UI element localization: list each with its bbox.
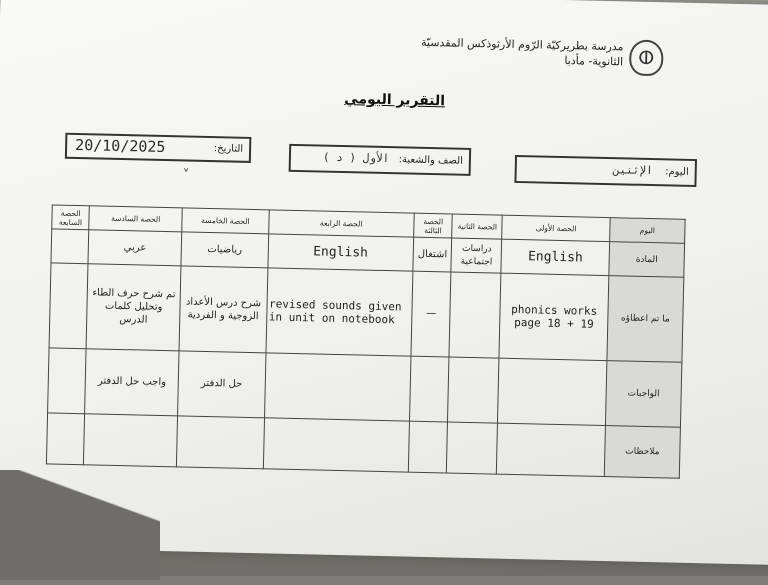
day-label: اليوم: [665, 166, 689, 178]
table-cell [498, 358, 607, 426]
table-cell: عربي [88, 230, 182, 266]
period-header: الحصة السابعة [52, 205, 90, 230]
table-cell [49, 263, 88, 348]
table-cell [447, 422, 498, 474]
row-label: ملاحظات [604, 426, 680, 478]
table-cell: phonics works page 18 + 19 [499, 273, 609, 360]
date-value: 20/10/2025 [74, 135, 166, 157]
row-label: ما تم اعطاؤه [607, 276, 684, 362]
table-cell [448, 357, 499, 424]
period-header: الحصة الخامسة [182, 208, 269, 234]
row-label: الواجبات [605, 360, 681, 427]
school-location: الثانوية- مأدبا [564, 54, 624, 69]
table-cell: English [501, 239, 609, 275]
table-cell: اشتغال [413, 237, 452, 272]
table-cell [177, 416, 264, 469]
period-header: الحصة الثالثة [414, 213, 453, 238]
table-cell [48, 348, 87, 414]
table-cell: — [411, 271, 451, 356]
table-row [49, 263, 684, 362]
table-cell: دراسات اجتماعية [451, 238, 502, 273]
day-box [514, 155, 697, 187]
table-cell: revised sounds given in unit on notebook [266, 268, 413, 356]
day-value: الإثنين [612, 163, 653, 178]
table-cell [264, 353, 411, 422]
table-surface-corner [0, 470, 160, 580]
period-header: الحصة الثانية [452, 214, 502, 239]
table-cell: شرح درس الأعداد الزوجية و الفردية [179, 266, 267, 352]
table-cell: رياضيات [181, 232, 268, 268]
table-cell [408, 421, 448, 473]
row-label: المادة [609, 242, 685, 278]
corner-header: اليوم [610, 218, 686, 244]
table-cell [497, 423, 606, 476]
period-header: الحصة الأولى [502, 215, 610, 242]
class-box [289, 144, 472, 176]
table-cell [263, 418, 410, 472]
school-header [421, 35, 624, 70]
table-cell: حل الدفتر [178, 351, 266, 418]
report-title: التقرير اليومي [344, 91, 446, 110]
school-logo: ⵀ [629, 40, 664, 77]
period-header: الحصة السادسة [89, 206, 183, 232]
date-box [65, 133, 252, 163]
class-value: الأول ( د ) [322, 150, 390, 166]
table-cell [84, 414, 178, 467]
table-cell [449, 272, 501, 358]
class-label: الصف والشعبة: [398, 154, 464, 167]
table-cell: واجب حل الدفتر [85, 348, 180, 416]
schedule-table [46, 204, 686, 478]
table-cell [46, 413, 84, 465]
school-name: مدرسة بطريركيّة الرّوم الأرثوذكس المقدسيّة [420, 35, 624, 54]
table-cell [51, 229, 89, 264]
period-header: الحصة الرابعة [268, 210, 414, 238]
table-cell: English [267, 234, 413, 271]
date-label: التاريخ: [213, 143, 244, 155]
checkmark-mark: ˅ [182, 167, 190, 184]
table-cell [409, 356, 449, 422]
table-cell: تم شرح حرف الطاء وتحليل كلمات الدرس [86, 264, 181, 351]
